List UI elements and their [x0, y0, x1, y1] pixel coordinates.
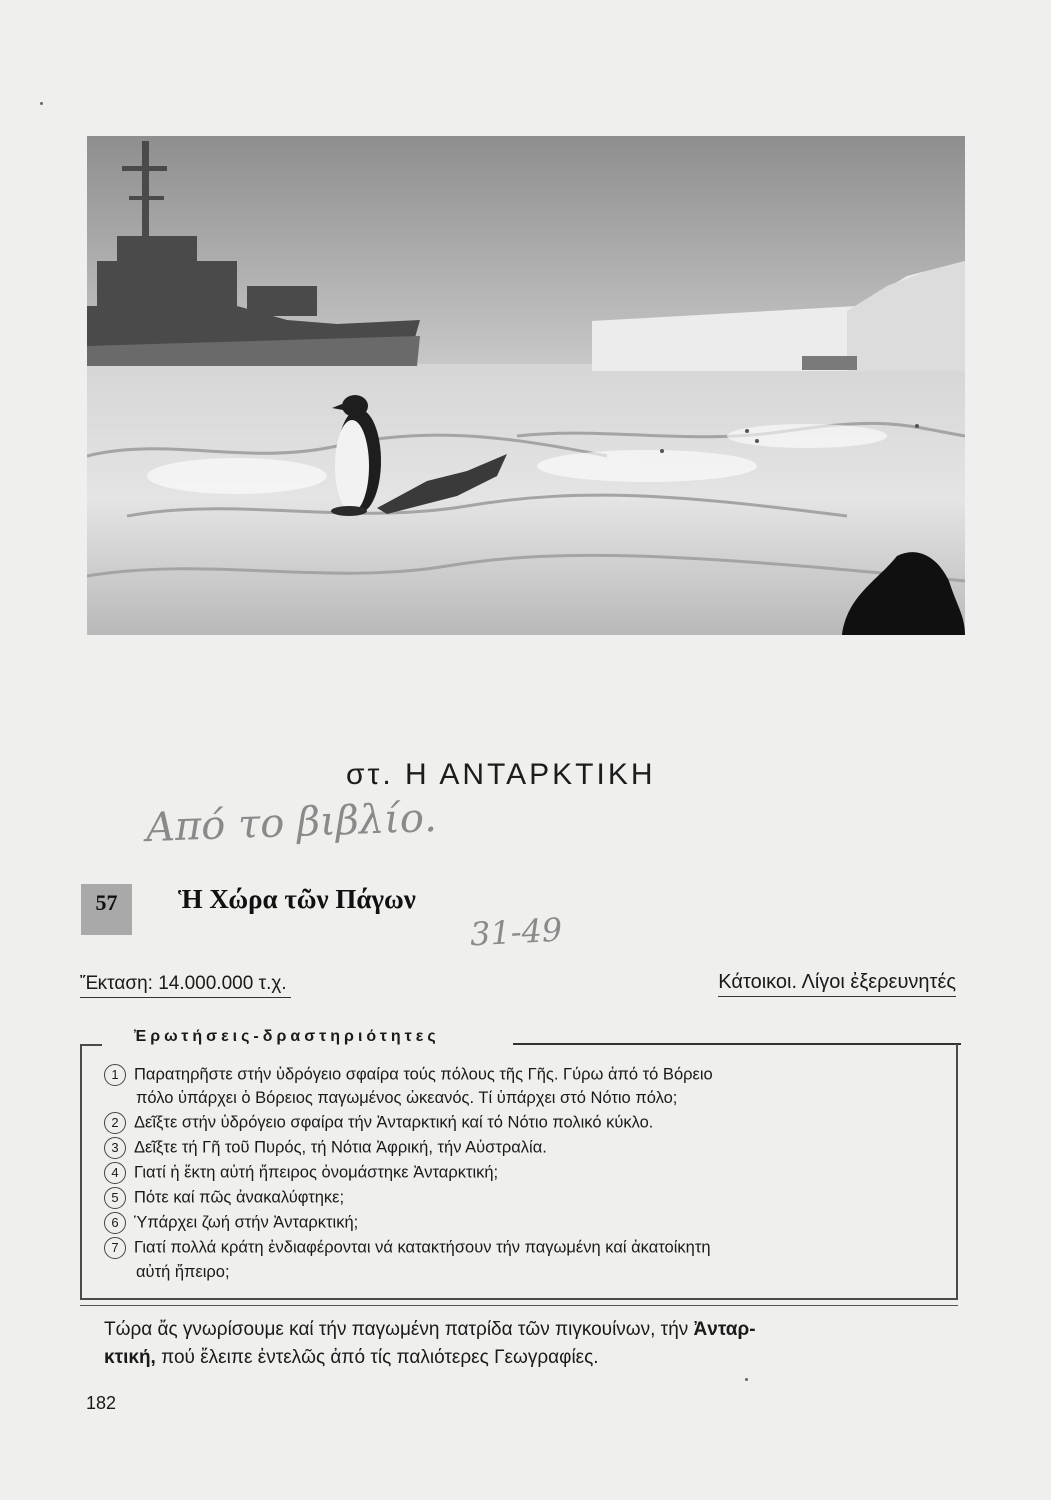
handwritten-note: Από το βιβλίο.: [145, 794, 438, 852]
area-fact: Ἔκταση: 14.000.000 τ.χ.: [80, 973, 291, 998]
question-text: Δεῖξτε τή Γῆ τοῦ Πυρός, τή Νότια Ἀφρική, τήν Αὐστραλία.: [134, 1138, 547, 1157]
question-item: [104, 1062, 713, 1087]
question-item: [104, 1160, 498, 1185]
intro-paragraph-continued: [104, 1344, 964, 1372]
antarctica-photo: [87, 136, 965, 635]
question-text: Γιατί ἡ ἕκτη αὐτή ἤπειρος ὀνομάστηκε Ἀνταρκτική;: [134, 1163, 499, 1182]
questions-box-underline: [80, 1305, 958, 1306]
chapter-title: στ. Η ΑΝΤΑΡΚΤΙΚΗ: [346, 758, 656, 791]
question-number: 3: [104, 1137, 126, 1159]
intro-text: Τώρα ἄς γνωρίσουμε καί τήν παγωμένη πατρίδα τῶν πιγκουίνων, τήν: [104, 1319, 694, 1340]
question-number: 1: [104, 1064, 126, 1086]
questions-heading: Ἐρωτήσεις-δραστηριότητες: [134, 1028, 440, 1045]
question-text: Παρατηρῆστε στήν ὑδρόγειο σφαίρα τούς πόλους τῆς Γῆς. Γύρω ἀπό τό Βόρειο: [134, 1065, 713, 1084]
question-text: Ὑπάρχει ζωή στήν Ἀνταρκτική;: [134, 1213, 359, 1232]
question-number: 5: [104, 1187, 126, 1209]
question-number: 2: [104, 1112, 126, 1134]
question-text: Γιατί πολλά κράτη ἐνδιαφέρονται νά κατακτήσουν τήν παγωμένη καί ἀκατοίκητη: [134, 1238, 711, 1257]
speck: [40, 102, 43, 105]
lesson-title: Ἡ Χώρα τῶν Πάγων: [178, 884, 416, 914]
penguin-ship-iceberg-illustration: [87, 136, 965, 635]
question-number: 4: [104, 1162, 126, 1184]
inhabitants-fact: Κάτοικοι. Λίγοι ἐξερευνητές: [718, 971, 956, 997]
question-text: Πότε καί πῶς ἀνακαλύφτηκε;: [134, 1188, 345, 1207]
intro-bold-word: κτική,: [104, 1347, 156, 1368]
handwritten-page-range: 31-49: [469, 910, 564, 954]
speck: [745, 1378, 748, 1381]
question-item: [104, 1235, 711, 1260]
page-number: 182: [86, 1393, 117, 1413]
question-item: [104, 1110, 653, 1135]
question-item: [104, 1210, 358, 1235]
intro-paragraph: [104, 1316, 964, 1344]
intro-text: πού ἔλειπε ἐντελῶς ἀπό τίς παλιότερες Γεωγραφίες.: [155, 1347, 599, 1368]
question-text-continued: αὐτή ἤπειρο;: [136, 1263, 230, 1281]
question-number: 7: [104, 1237, 126, 1259]
question-number: 6: [104, 1212, 126, 1234]
intro-bold-word: Ἀνταρ-: [693, 1319, 756, 1340]
question-item: [104, 1135, 547, 1160]
question-text-continued: πόλο ὑπάρχει ὁ Βόρειος παγωμένος ὠκεανός. Τί ὑπάρχει στό Νότιο πόλο;: [136, 1089, 678, 1107]
question-item: [104, 1185, 344, 1210]
question-text: Δεῖξτε στήν ὑδρόγειο σφαίρα τήν Ἀνταρκτική καί τό Νότιο πολικό κύκλο.: [134, 1113, 654, 1132]
lesson-number-badge: 57: [81, 884, 132, 935]
